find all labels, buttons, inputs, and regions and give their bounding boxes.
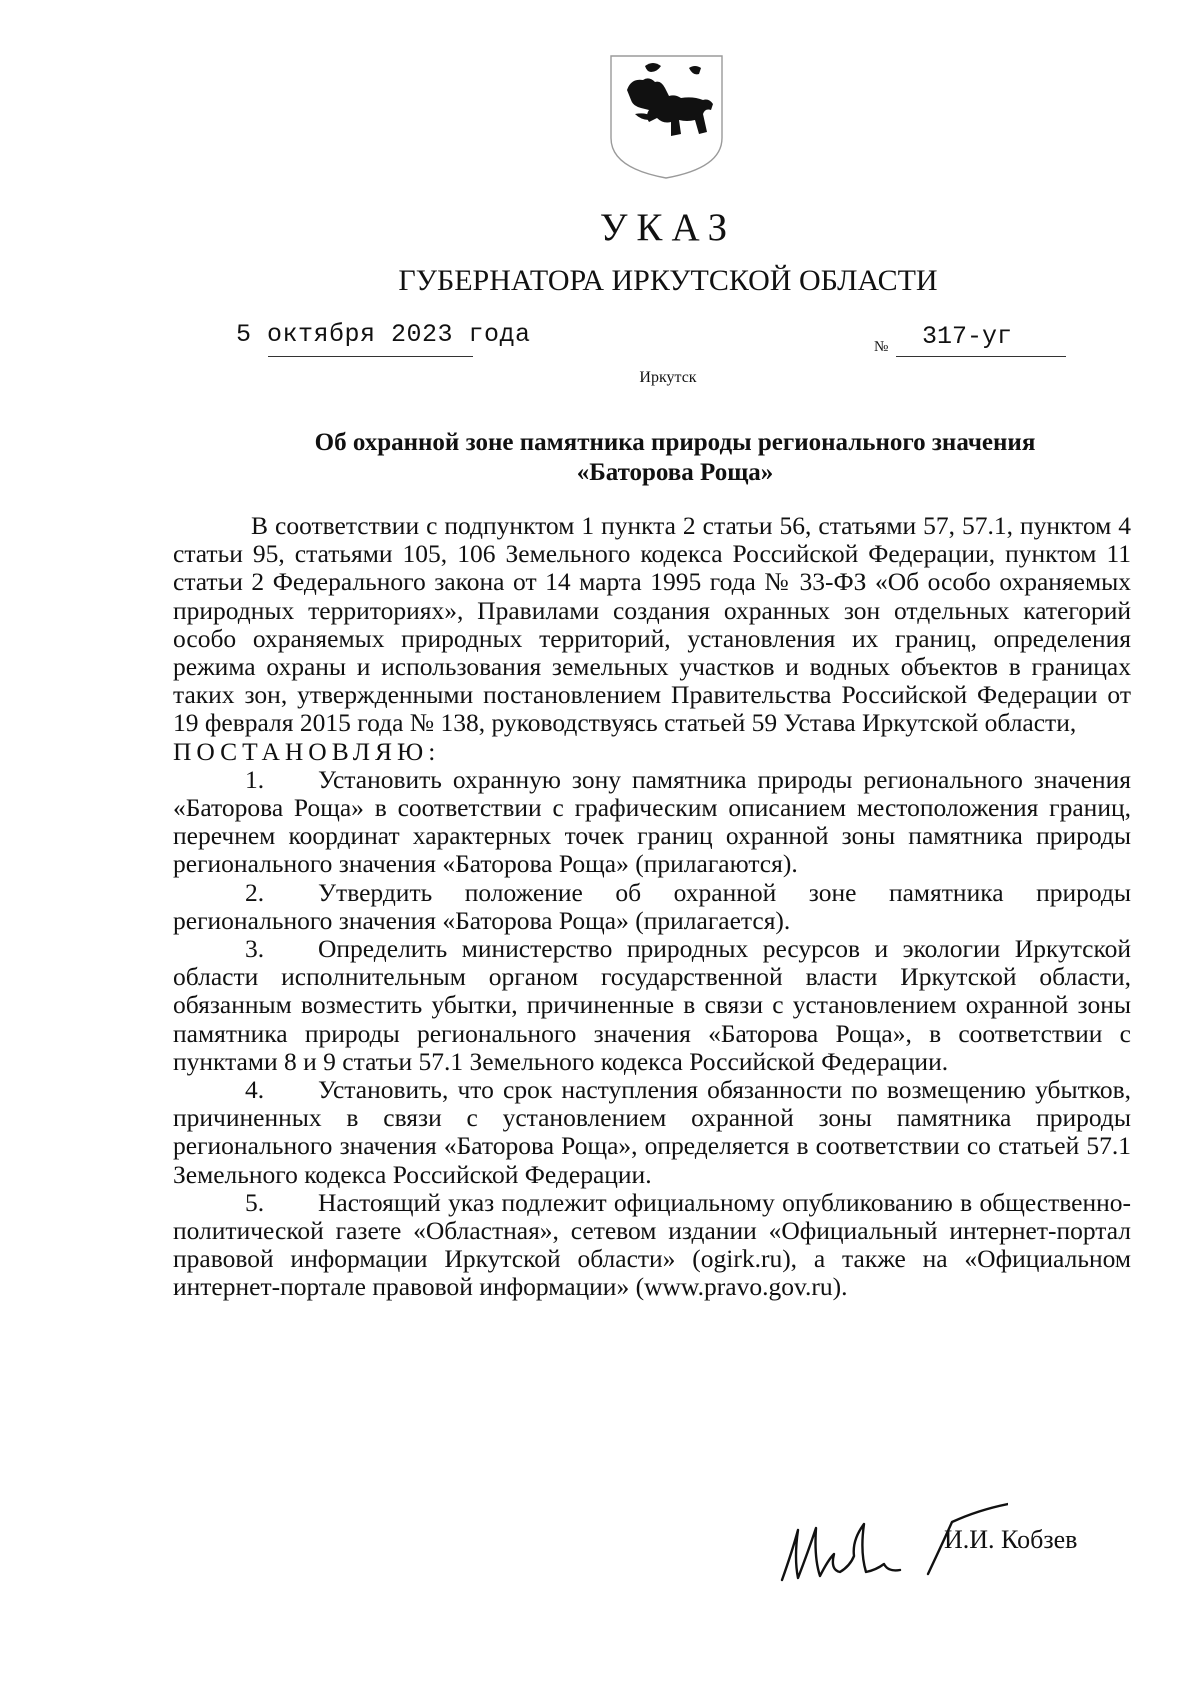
number-sign: № xyxy=(874,339,889,355)
number-underline xyxy=(896,356,1066,357)
date-underline xyxy=(268,356,473,357)
heading-line-2: «Баторова Роща» xyxy=(576,459,774,486)
item-text: Определить министерство природных ресурсов и экологии Иркутской области исполнительным органом государственной власти Иркутской области, обязанным возместить убытки, причиненные в связи с установлением охранной зоны памятника природы регионального значения «Баторова Роща», в соответствии с пунктами 8 и 9 статьи 57.1 Земельного кодекса Российской Федерации. xyxy=(173,934,1131,1076)
list-item xyxy=(173,1189,1131,1302)
issue-city: Иркутск xyxy=(639,369,697,386)
list-item xyxy=(173,879,1131,935)
item-number: 3. xyxy=(245,934,265,964)
heading-line-1: Об охранной зоне памятника природы регионального значения xyxy=(314,429,1036,456)
issuer-title: ГУБЕРНАТОРА ИРКУТСКОЙ ОБЛАСТИ xyxy=(398,264,938,297)
item-number: 1. xyxy=(245,764,265,794)
item-number: 5. xyxy=(245,1187,265,1217)
document-body xyxy=(173,512,1131,1302)
decree-title: УКАЗ xyxy=(599,206,737,249)
item-number: 4. xyxy=(245,1075,265,1105)
decree-word: ПОСТАНОВЛЯЮ: xyxy=(173,736,441,766)
list-item xyxy=(173,1076,1131,1189)
signatory-name: И.И. Кобзев xyxy=(944,1525,1078,1554)
list-item xyxy=(173,766,1131,879)
item-text: Утвердить положение об охранной зоне памятника природы регионального значения «Баторова Роща» (прилагается). xyxy=(173,877,1131,935)
item-text: Настоящий указ подлежит официальному опубликованию в общественно-политической газете «Областная», сетевом издании «Официальный интернет-портал правовой информации Иркутской области» (ogirk.ru), а также на «Официальном интернет-портале правовой информации» (www.pravo.gov.ru). xyxy=(173,1187,1131,1302)
coat-of-arms-icon xyxy=(605,50,728,182)
item-text: Установить, что срок наступления обязанности по возмещению убытков, причиненных в связи с установлением охранной зоны памятника природы регионального значения «Баторова Роща», определяется в соответствии со статьей 57.1 Земельного кодекса Российской Федерации. xyxy=(173,1075,1131,1189)
intro-paragraph: В соответствии с подпунктом 1 пункта 2 статьи 56, статьями 57, 57.1, пунктом 4 статьи 95, статьями 105, 106 Земельного кодекса Российской Федерации, пунктом 11 статьи 2 Федерального закона от 14 марта 1995 года № 33-ФЗ «Об особо охраняемых природных территориях», Правилами создания охранных зон отдельных категорий особо охраняемых природных территорий, установления их границ, определения режима охраны и использования земельных участков и водных объектов в границах таких зон, утвержденными постановлением Правительства Российской Федерации от 19 февраля 2015 года № 138, руководствуясь статьей 59 Устава Иркутской области, xyxy=(173,511,1131,738)
item-number: 2. xyxy=(245,877,265,907)
item-text: Установить охранную зону памятника природы регионального значения «Баторова Роща» в соответствии с графическим описанием местоположения границ, перечнем координат характерных точек границ охранной зоны памятника природы регионального значения «Баторова Роща» (прилагаются). xyxy=(173,764,1131,879)
decree-number: 317-уг xyxy=(922,322,1013,351)
decree-date: 5 октября 2023 года xyxy=(236,320,531,349)
document-heading xyxy=(180,428,1170,488)
list-item xyxy=(173,935,1131,1076)
